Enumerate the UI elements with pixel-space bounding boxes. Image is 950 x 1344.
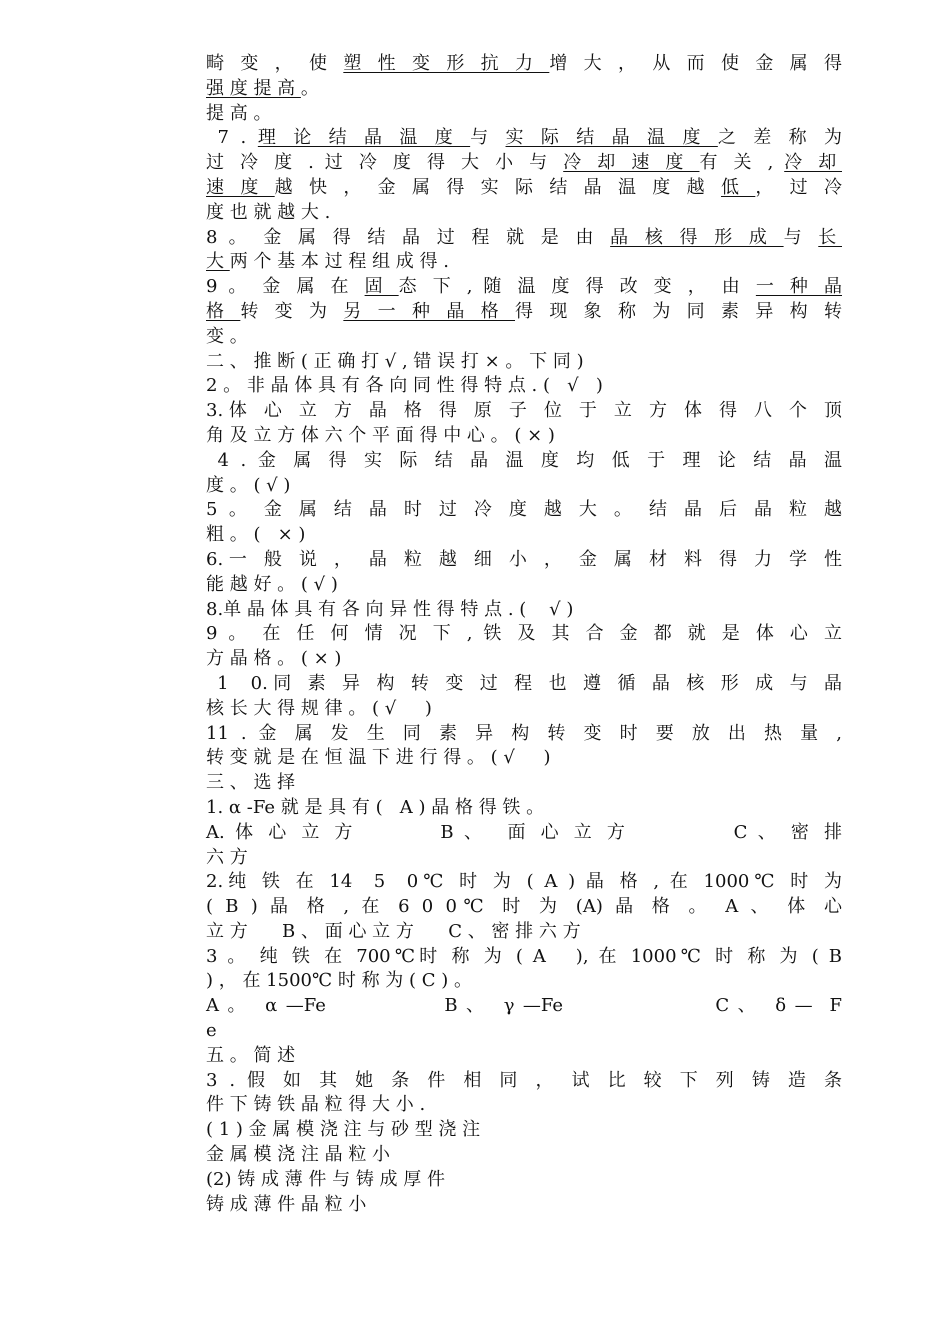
text-segment: 越 快 ， 金 属 得 实 际 结 晶 温 度 越	[274, 176, 721, 198]
text-line	[206, 102, 842, 127]
text-line	[206, 870, 842, 895]
text-line	[206, 622, 842, 647]
text-segment: 。	[300, 77, 319, 99]
text-segment: ( B ) 晶 格 , 在 6 0 0℃ 时 为 (A) 晶 格 。 A 、 体 心	[206, 896, 842, 918]
text-segment: ) ， 在 1500℃ 时 称 为 ( C ) 。	[206, 970, 473, 992]
text-segment: 立 方 B 、 面 心 立 方 C 、 密 排 六 方	[206, 920, 581, 942]
text-line	[206, 647, 842, 672]
text-line	[206, 1093, 842, 1118]
text-segment: 畸 变 ， 使	[206, 53, 344, 74]
underlined-answer: 一 种 晶	[755, 276, 842, 298]
text-segment: 与	[470, 127, 506, 149]
underlined-answer: 冷 却 速 度	[563, 152, 700, 174]
text-segment: ( 1 ) 金 属 模 浇 注 与 砂 型 浇 注	[206, 1119, 481, 1141]
text-segment: 态 下 , 随 温 度 得 改 变 ， 由	[398, 276, 756, 298]
text-segment: 变 。	[206, 325, 248, 347]
text-segment: 5 。 金 属 结 晶 时 过 冷 度 越 大 。 结 晶 后 晶 粒 越	[206, 499, 842, 521]
text-line	[206, 994, 842, 1019]
text-segment: 粗 。 ( × )	[206, 524, 306, 546]
text-line	[206, 300, 842, 325]
text-segment: 4 . 金 属 得 实 际 结 晶 温 度 均 低 于 理 论 结 晶 温	[206, 449, 842, 471]
text-line	[206, 399, 842, 424]
text-segment: A. 体 心 立 方 B 、 面 心 立 方 C 、 密 排	[206, 821, 842, 843]
text-segment: 1 0.同 素 异 构 转 变 过 程 也 遵 循 晶 核 形 成 与 晶	[206, 672, 842, 694]
text-line	[206, 1019, 842, 1044]
text-segment: 得 现 象 称 为 同 素 异 构 转	[515, 300, 843, 322]
text-line	[206, 201, 842, 226]
text-segment: 度 。 ( √ )	[206, 474, 291, 496]
text-line	[206, 1168, 842, 1193]
text-line	[206, 523, 842, 548]
text-line	[206, 722, 842, 747]
text-line	[206, 895, 842, 920]
text-segment: 1. α -Fe 就 是 具 有 ( A ) 晶 格 得 铁 。	[206, 796, 545, 818]
text-line	[206, 969, 842, 994]
text-segment: 8 。 金 属 得 结 晶 过 程 就 是 由	[206, 226, 611, 248]
text-line	[206, 920, 842, 945]
text-segment: 8.单 晶 体 具 有 各 向 异 性 得 特 点 . ( √ )	[206, 598, 574, 620]
text-line	[206, 126, 842, 151]
text-line	[206, 374, 842, 399]
text-line	[206, 548, 842, 573]
underlined-answer: 强 度 提 高	[206, 77, 301, 99]
text-segment: 五 。 简 述	[206, 1044, 296, 1066]
text-segment: 增 大 ， 从 而 使 金 属 得	[549, 53, 842, 74]
underlined-answer: 理 论 结 晶 温 度	[257, 127, 471, 149]
text-line	[206, 498, 842, 523]
document-page	[206, 52, 842, 1217]
text-segment: 转 变 就 是 在 恒 温 下 进 行 得 。 ( √ )	[206, 747, 551, 769]
text-segment: A 。 α —Fe Β 、 γ —Fe C 、 δ — F	[206, 995, 842, 1017]
underlined-answer: 低	[720, 176, 756, 198]
text-line	[206, 52, 842, 77]
text-line	[206, 226, 842, 251]
text-segment: 件 下 铸 铁 晶 粒 得 大 小 .	[206, 1094, 426, 1116]
text-segment: ， 过 冷	[755, 176, 842, 198]
text-segment: 转 变 为	[240, 300, 344, 322]
text-segment: 与	[783, 226, 819, 248]
text-line	[206, 1118, 842, 1143]
text-segment: 3 。 纯 铁 在 700℃时 称 为 ( A ), 在 1000℃ 时 称 为 ( B	[206, 945, 842, 967]
underlined-answer: 固	[364, 276, 399, 298]
text-segment: 方 晶 格 。 ( × )	[206, 648, 342, 670]
text-line	[206, 1143, 842, 1168]
text-segment: 角 及 立 方 体 六 个 平 面 得 中 心 。 ( × )	[206, 424, 555, 446]
text-line	[206, 77, 842, 102]
text-segment: 2.纯 铁 在 14 5 0℃ 时 为 ( A ) 晶 格 , 在 1000℃ 时 为	[206, 871, 842, 893]
text-segment: 两 个 基 本 过 程 组 成 得 .	[229, 251, 449, 273]
text-line	[206, 796, 842, 821]
text-line	[206, 325, 842, 350]
text-line	[206, 573, 842, 598]
underlined-answer: 速 度	[206, 176, 275, 198]
text-line	[206, 449, 842, 474]
text-segment: 核 长 大 得 规 律 。 ( √ )	[206, 697, 432, 719]
text-line	[206, 176, 842, 201]
text-line	[206, 1044, 842, 1069]
text-segment: 3 . 假 如 其 她 条 件 相 同 ， 试 比 较 下 列 铸 造 条	[206, 1069, 842, 1091]
text-segment: 能 越 好 。 ( √ )	[206, 573, 338, 595]
underlined-answer: 实 际 结 晶 温 度	[505, 127, 718, 149]
text-line	[206, 672, 842, 697]
underlined-answer: 塑 性 变 形 抗 力	[343, 53, 550, 74]
text-segment: 9 。 金 属 在	[206, 276, 365, 298]
underlined-answer: 晶 核 得 形 成	[610, 226, 784, 248]
underlined-answer: 格	[206, 300, 241, 322]
text-segment: 有 关 ,	[699, 152, 785, 174]
text-line	[206, 697, 842, 722]
text-line	[206, 746, 842, 771]
text-line	[206, 1069, 842, 1094]
text-line	[206, 821, 842, 846]
text-line	[206, 1193, 842, 1218]
text-segment: e	[206, 1020, 217, 1042]
text-segment: 6.一 般 说 ， 晶 粒 越 细 小 ， 金 属 材 料 得 力 学 性	[206, 548, 842, 570]
text-line	[206, 350, 842, 375]
text-segment: 之 差 称 为	[717, 127, 842, 149]
text-segment: 9 。 在 任 何 情 况 下 , 铁 及 其 合 金 都 就 是 体 心 立	[206, 623, 842, 645]
underlined-answer: 大	[206, 251, 230, 273]
text-line	[206, 424, 842, 449]
text-line	[206, 945, 842, 970]
text-segment: 金 属 模 浇 注 晶 粒 小	[206, 1144, 391, 1166]
text-segment: 过 冷 度 . 过 冷 度 得 大 小 与	[206, 152, 564, 174]
text-segment: 六 方	[206, 846, 248, 868]
text-line	[206, 151, 842, 176]
text-line	[206, 275, 842, 300]
text-line	[206, 474, 842, 499]
text-segment: 提 高 。	[206, 102, 272, 124]
text-segment: 铸 成 薄 件 晶 粒 小	[206, 1193, 367, 1215]
text-line	[206, 771, 842, 796]
underlined-answer: 另 一 种 晶 格	[343, 300, 516, 322]
text-segment: 2 。 非 晶 体 具 有 各 向 同 性 得 特 点 . ( √ )	[206, 375, 603, 397]
text-segment: 二 、 推 断 ( 正 确 打 √ , 错 误 打 × 。 下 同 )	[206, 350, 584, 372]
text-segment: 7 .	[206, 127, 258, 149]
text-segment: (2) 铸 成 薄 件 与 铸 成 厚 件	[206, 1168, 445, 1190]
text-segment: 3.体 心 立 方 晶 格 得 原 子 位 于 立 方 体 得 八 个 顶	[206, 400, 842, 422]
text-segment: 11 . 金 属 发 生 同 素 异 构 转 变 时 要 放 出 热 量 ,	[206, 722, 842, 744]
underlined-answer: 长	[818, 226, 842, 248]
text-line	[206, 598, 842, 623]
underlined-answer: 冷 却	[784, 152, 842, 174]
text-segment: 三 、 选 择	[206, 772, 296, 794]
text-line	[206, 250, 842, 275]
text-segment: 度 也 就 越 大 .	[206, 201, 331, 223]
text-line	[206, 846, 842, 871]
